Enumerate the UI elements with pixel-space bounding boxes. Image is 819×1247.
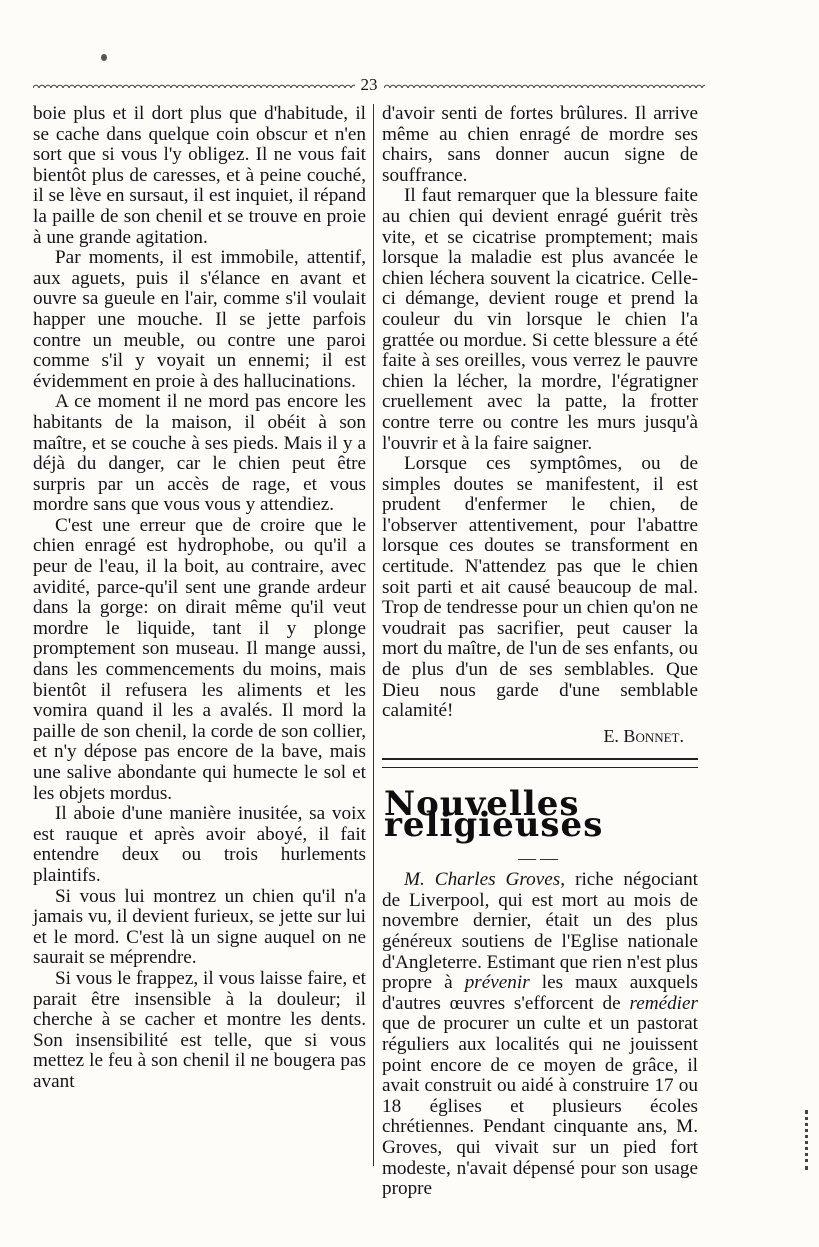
paragraph: d'avoir senti de fortes brûlures. Il arrive même au chien enragé de mordre ses chairs, sans donner aucun signe de souffrance. [382,103,698,186]
ink-speck [101,54,107,61]
person-name: M. Charles Groves, [404,869,566,891]
news-text: que de procurer un culte et un pastorat réguliers aux localités qui ne jouissent point encore de ce moyen de grâce, il avait construit ou aidé à construire 17 ou 18 églises et plusieurs écoles chrétiennes. Pendant cinquante ans, M. Groves, qui vivait sur un pied fort modeste, n'avait dépensé pour son usage propre [382,1013,698,1200]
paragraph: Si vous le frappez, il vous laisse faire, et parait être insensible à la douleur; il cherche à se cacher et montre les dents. Son insensibilité est telle, que si vous mettez le feu à son chenil il ne bougera pas avant [33,967,366,1092]
paragraph: Lorsque ces symptômes, ou de simples doutes se manifestent, il est prudent d'enfermer le chien, de l'observer attentivement, pour l'abattre lorsque ces doutes se transforment en certitude. N'attendez pas que le chien soit parti et ait causé beaucoup de mal. Trop de tendresse pour un chien qu'on ne voudrait pas sacrifier, peut causer la mort du maître, de l'un de ses enfants, ou de plus d'un de ses semblables. Que Dieu nous garde d'une semblable calamité! [382,453,698,722]
section-title: Nouvelles religieuses [384,784,604,845]
header-rule-left [33,82,355,88]
news-text: riche négociant de Liverpool, qui est mort au mois de novembre dernier, était un des plus généreux soutiens de l'Eglise nationale d'Angleterre. Estimant que rien n'est plus propre à [382,869,698,994]
news-paragraph [382,870,698,1200]
emphasis: remédier [629,992,698,1014]
emphasis: prévenir [464,972,530,994]
page-number: 23 [360,75,378,94]
edge-mark [805,1110,816,1170]
paragraph: Il aboie d'une manière inusitée, sa voix est rauque et après avoir aboyé, il fait entendre deux ou trois hurlements plaintifs. [33,803,366,886]
paragraph: Il faut remarquer que la blessure faite au chien qui devient enragé guérit très vite, et se cicatrise promptement; mais lorsque la maladie est plus avancée le chien léchera souvent la cicatrice. Celle-ci démange, devient rouge et prend la couleur du vin lorsque le chien l'a grattée ou mordue. Si cette blessure a été faite à ses oreilles, vous verrez le pauvre chien la lécher, la mordre, l'égratigner cruellement avec la patte, la frotter contre terre ou contre les murs jusqu'à l'ouvrir et à la faire saigner. [382,185,698,454]
paragraph: A ce moment il ne mord pas encore les habitants de la maison, il obéit à son maître, et se couche à ses pieds. Mais il y a déjà du danger, car le chien peut être surpris par un accès de rage, et vous mordre sans que vous vous y attendiez. [33,391,366,516]
column-divider [373,104,374,1166]
paragraph: boie plus et il dort plus que d'habitude, il se cache dans quelque coin obscur et n'en sort que si vous l'y obligez. Il ne vous fait bientôt plus de caresses, et à peine couché, il se lève en sursaut, il est inquiet, il répand la paille de son chenil et se trouve en proie à une grande agitation. [33,103,366,248]
section-separator [382,758,698,768]
signature-text: E. Bonnet. [603,725,684,746]
paragraph: Si vous lui montrez un chien qu'il n'a jamais vu, il devient furieux, se jette sur lui et le mord. C'est là un signe auquel on ne saurait se méprendre. [33,885,366,969]
left-column [33,104,366,1093]
news-text: les maux auxquels d'autres œuvres s'efforcent de [382,972,698,1014]
right-column [382,104,698,1200]
header-rule-right [384,82,706,88]
paragraph: Par moments, il est immobile, attentif, aux aguets, puis il s'élance en avant et ouvre sa gueule en l'air, comme s'il voulait happer une mouche. Il se jette parfois contre un meuble, ou contre une paroi comme s'il y voyait un ennemi; il est évidemment en proie à des hallucinations. [33,247,366,392]
title-dash: —— [518,847,562,868]
author-signature [382,726,698,747]
page-header [33,74,705,96]
paragraph: C'est une erreur que de croire que le chien enragé est hydrophobe, ou qu'il a peur de l'eau, il la boit, au contraire, avec avidité, parce-qu'il sent une grande ardeur dans la gorge: on dirait même qu'il veut mordre le liquide, tant il y plonge promptement son museau. Il mange aussi, dans les commencements du moins, mais bientôt il refusera les aliments et les vomira quand il les a avalés. Il mord la paille de son chenil, la corde de son collier, et n'y dépose pas encore de la bave, mais une salive abondante qui humecte le sol et les objets mordus. [33,514,366,804]
